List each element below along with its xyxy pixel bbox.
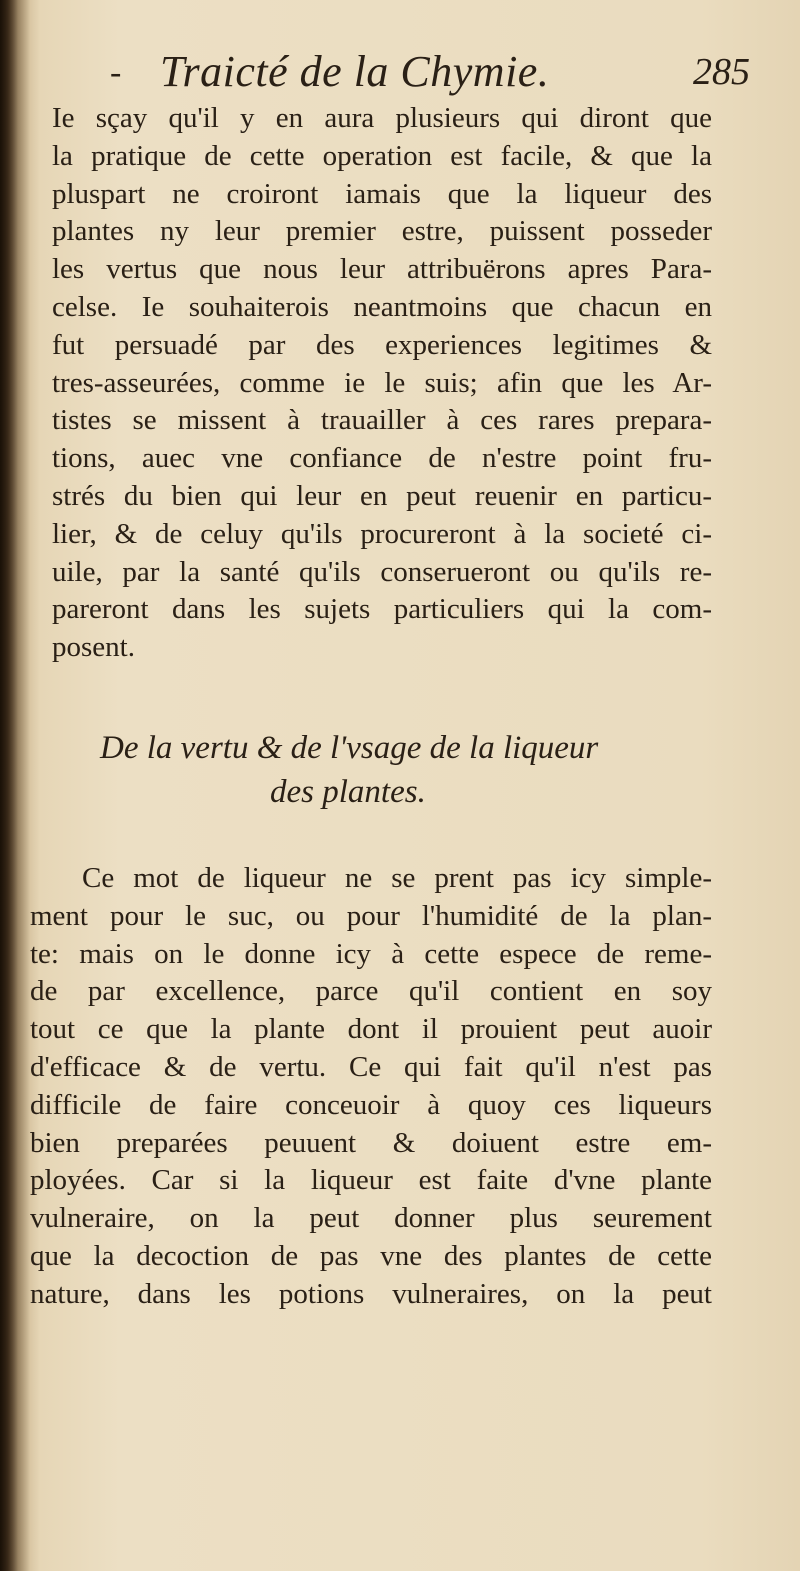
text-line: difficile de faire conceuoir à quoy ces liqueurs [30,1088,712,1121]
text-line: Ie sçay qu'il y en aura plusieurs qui diront que [52,102,712,134]
text-line: vulneraire, on la peut donner plus seurement [30,1202,712,1235]
text-line: ployées. Car si la liqueur est faite d'vne plante [30,1164,712,1197]
text-line: celse. Ie souhaiterois neantmoins que chacun en [52,290,712,323]
text-line: tistes se missent à trauailler à ces rares prepara- [52,404,712,437]
heading-line-1: De la vertu & de l'vsage de la liqueur [100,730,599,766]
text-line: bien preparées peuuent & doiuent estre em- [30,1126,712,1159]
text-line: de par excellence, parce qu'il contient en soy [30,975,712,1008]
text-line: d'efficace & de vertu. Ce qui fait qu'il n'est pas [30,1050,712,1083]
heading-line-2: des plantes. [270,774,426,810]
section-heading [100,726,720,814]
header-dash: - [110,54,122,91]
text-line: les vertus que nous leur attribuërons apres Para- [52,253,712,286]
text-line: tout ce que la plante dont il prouient peut auoir [30,1013,712,1046]
text-line: lier, & de celuy qu'ils procureront à la societé ci- [52,517,712,550]
text-line: strés du bien qui leur en peut reuenir en particu- [52,479,712,512]
text-line: la pratique de cette operation est facile, & que la [52,139,712,172]
text-line: Ce mot de liqueur ne se prent pas icy simple- [82,862,712,894]
running-title: Traicté de la Chymie. [160,47,550,96]
text-line: tions, auec vne confiance de n'estre point fru- [52,442,712,475]
text-line: ment pour le suc, ou pour l'humidité de la plan- [30,899,712,932]
text-line: te: mais on le donne icy à cette espece de reme- [30,937,712,970]
text-line: uile, par la santé qu'ils conserueront ou qu'ils re- [52,555,712,588]
text-line: que la decoction de pas vne des plantes de cette [30,1239,712,1272]
text-line: tres-asseurées, comme ie le suis; afin que les Ar- [52,366,712,399]
text-line: fut persuadé par des experiences legitimes & [52,328,712,361]
text-line: posent. [52,631,135,664]
binding-gutter [0,0,30,1571]
text-line: nature, dans les potions vulneraires, on la peut [30,1277,712,1310]
page-number: 285 [693,51,750,93]
text-line: pareront dans les sujets particuliers qui la com- [52,593,712,626]
text-line: plantes ny leur premier estre, puissent posseder [52,215,712,248]
paragraph-1 [52,100,712,667]
running-header [110,46,750,106]
paragraph-2 [30,860,712,1314]
text-line: pluspart ne croiront iamais que la liqueur des [52,177,712,210]
